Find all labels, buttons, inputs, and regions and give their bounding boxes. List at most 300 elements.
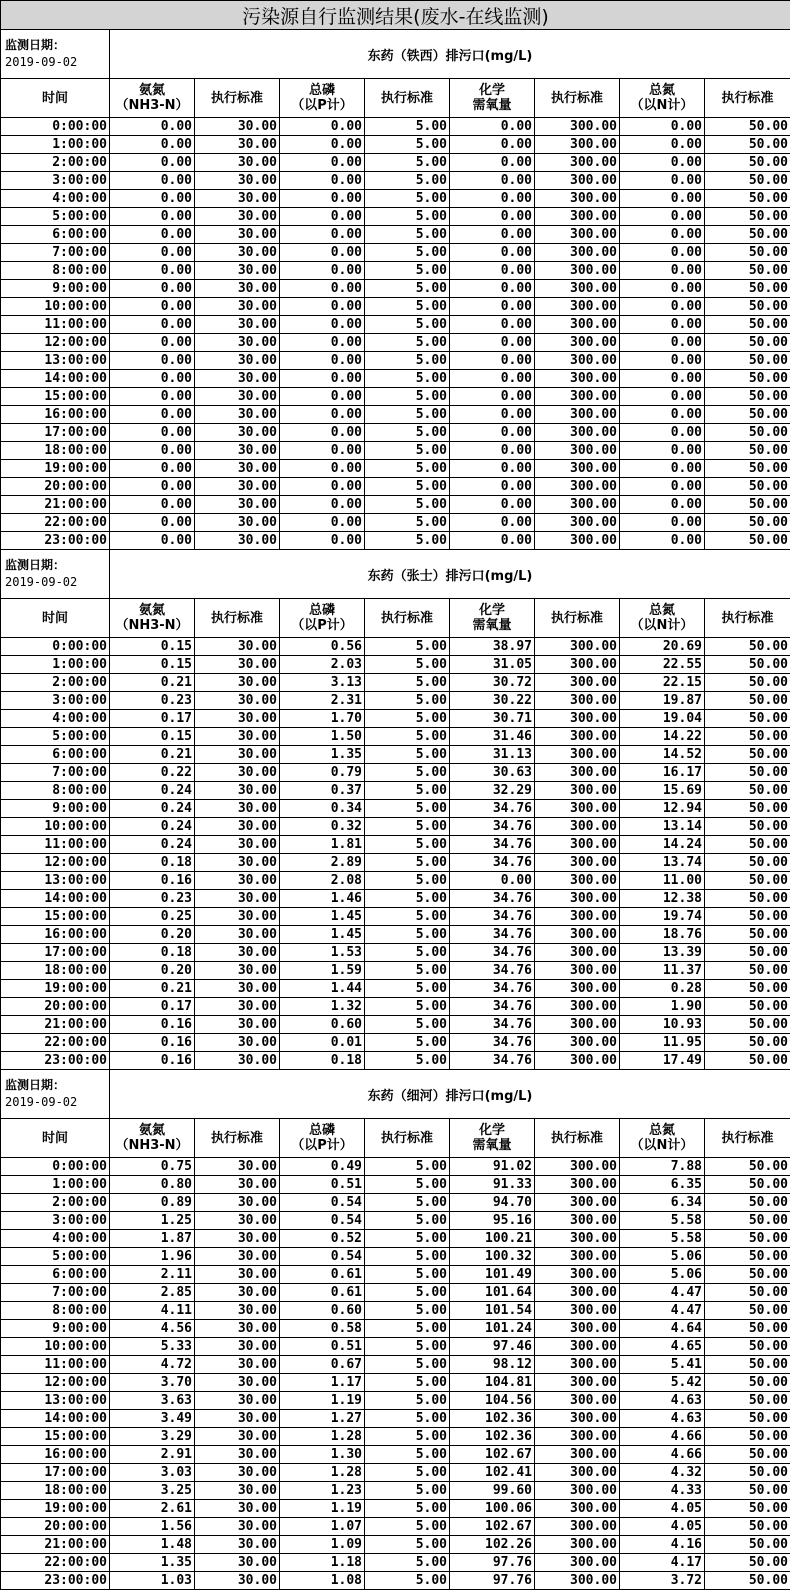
column-header [195,1119,280,1158]
value-cell: 0.00 [110,190,195,208]
time-cell: 10:00:00 [1,818,110,836]
time-cell: 9:00:00 [1,800,110,818]
table-row [1,1410,790,1428]
outlet-name: 东药（细河）排污口(mg/L) [110,1070,790,1119]
table-row [1,1158,790,1176]
value-cell: 5.00 [365,1284,450,1302]
value-cell: 34.76 [450,818,535,836]
column-header-line: （NH3-N） [110,98,194,113]
value-cell: 4.56 [110,1320,195,1338]
time-cell: 1:00:00 [1,136,110,154]
value-cell: 22.55 [620,656,705,674]
table-row [1,388,790,406]
value-cell: 101.64 [450,1284,535,1302]
monitoring-date-label: 监测日期： [5,557,109,574]
column-header-line: 执行标准 [195,91,279,106]
column-header-line: 总磷 [280,1123,364,1138]
value-cell: 0.52 [280,1230,365,1248]
time-cell: 5:00:00 [1,1248,110,1266]
value-cell: 0.00 [280,298,365,316]
value-cell: 30.00 [195,890,280,908]
table-row [1,190,790,208]
value-cell: 50.00 [705,460,790,478]
value-cell: 300.00 [535,980,620,998]
value-cell: 5.00 [365,944,450,962]
value-cell: 0.00 [110,478,195,496]
table-row [1,1034,790,1052]
value-cell: 1.44 [280,980,365,998]
time-cell: 18:00:00 [1,962,110,980]
time-cell: 11:00:00 [1,1356,110,1374]
value-cell: 300.00 [535,334,620,352]
value-cell: 30.00 [195,1428,280,1446]
value-cell: 34.76 [450,890,535,908]
value-cell: 0.60 [280,1016,365,1034]
value-cell: 0.00 [450,298,535,316]
column-header-line: 执行标准 [705,91,790,106]
value-cell: 300.00 [535,1212,620,1230]
value-cell: 0.00 [110,370,195,388]
time-cell: 3:00:00 [1,172,110,190]
value-cell: 1.32 [280,998,365,1016]
value-cell: 0.15 [110,656,195,674]
value-cell: 300.00 [535,962,620,980]
value-cell: 50.00 [705,442,790,460]
table-row [1,1572,790,1590]
value-cell: 97.76 [450,1572,535,1590]
value-cell: 91.02 [450,1158,535,1176]
column-header-line: 时间 [1,611,109,626]
value-cell: 0.15 [110,728,195,746]
value-cell: 5.00 [365,1338,450,1356]
value-cell: 30.72 [450,674,535,692]
table-row [1,926,790,944]
value-cell: 50.00 [705,190,790,208]
value-cell: 5.00 [365,800,450,818]
value-cell: 100.06 [450,1500,535,1518]
value-cell: 0.80 [110,1176,195,1194]
value-cell: 0.00 [110,514,195,532]
table-row [1,836,790,854]
value-cell: 0.21 [110,980,195,998]
value-cell: 30.71 [450,710,535,728]
value-cell: 50.00 [705,1266,790,1284]
value-cell: 5.00 [365,1212,450,1230]
value-cell: 0.00 [110,334,195,352]
value-cell: 0.00 [620,262,705,280]
value-cell: 300.00 [535,154,620,172]
value-cell: 3.03 [110,1464,195,1482]
column-header [450,1119,535,1158]
value-cell: 34.76 [450,908,535,926]
value-cell: 0.58 [280,1320,365,1338]
value-cell: 97.46 [450,1338,535,1356]
value-cell: 50.00 [705,478,790,496]
table-row [1,998,790,1016]
value-cell: 0.00 [620,370,705,388]
monitoring-date: 2019-09-02 [5,574,109,591]
value-cell: 30.00 [195,442,280,460]
value-cell: 50.00 [705,764,790,782]
table-row [1,1302,790,1320]
value-cell: 300.00 [535,172,620,190]
table-row [1,746,790,764]
value-cell: 30.00 [195,782,280,800]
value-cell: 34.76 [450,980,535,998]
value-cell: 300.00 [535,782,620,800]
value-cell: 5.00 [365,1034,450,1052]
table-row [1,1052,790,1070]
value-cell: 1.46 [280,890,365,908]
value-cell: 5.00 [365,1572,450,1590]
value-cell: 50.00 [705,1158,790,1176]
value-cell: 50.00 [705,118,790,136]
value-cell: 300.00 [535,728,620,746]
value-cell: 300.00 [535,1554,620,1572]
value-cell: 1.23 [280,1482,365,1500]
value-cell: 30.00 [195,1016,280,1034]
value-cell: 0.00 [280,370,365,388]
value-cell: 30.00 [195,1194,280,1212]
value-cell: 19.87 [620,692,705,710]
value-cell: 0.00 [110,244,195,262]
value-cell: 0.00 [110,460,195,478]
value-cell: 0.00 [450,872,535,890]
monitoring-date-cell [1,550,110,599]
monitoring-date-cell [1,30,110,79]
value-cell: 1.28 [280,1464,365,1482]
value-cell: 30.00 [195,1410,280,1428]
value-cell: 1.25 [110,1212,195,1230]
table-row [1,460,790,478]
value-cell: 300.00 [535,532,620,550]
value-cell: 0.00 [620,334,705,352]
value-cell: 0.00 [280,190,365,208]
value-cell: 50.00 [705,1034,790,1052]
value-cell: 300.00 [535,316,620,334]
table-row [1,172,790,190]
value-cell: 101.49 [450,1266,535,1284]
time-cell: 18:00:00 [1,1482,110,1500]
table-row [1,944,790,962]
value-cell: 50.00 [705,1500,790,1518]
table-row [1,764,790,782]
value-cell: 0.28 [620,980,705,998]
value-cell: 30.00 [195,1500,280,1518]
value-cell: 0.00 [450,262,535,280]
value-cell: 100.32 [450,1248,535,1266]
value-cell: 300.00 [535,710,620,728]
value-cell: 30.00 [195,908,280,926]
column-header [450,79,535,118]
value-cell: 50.00 [705,998,790,1016]
value-cell: 300.00 [535,244,620,262]
value-cell: 5.00 [365,352,450,370]
value-cell: 5.00 [365,1052,450,1070]
value-cell: 0.00 [280,118,365,136]
time-cell: 0:00:00 [1,1158,110,1176]
value-cell: 30.00 [195,1302,280,1320]
value-cell: 30.00 [195,692,280,710]
value-cell: 300.00 [535,424,620,442]
value-cell: 5.00 [365,1500,450,1518]
column-header-row [1,599,790,638]
value-cell: 30.00 [195,1212,280,1230]
value-cell: 14.22 [620,728,705,746]
value-cell: 4.05 [620,1500,705,1518]
value-cell: 0.00 [450,406,535,424]
outlet-name: 东药（铁西）排污口(mg/L) [110,30,790,79]
value-cell: 300.00 [535,1158,620,1176]
value-cell: 1.28 [280,1428,365,1446]
value-cell: 0.00 [110,136,195,154]
time-cell: 17:00:00 [1,944,110,962]
value-cell: 30.00 [195,1374,280,1392]
value-cell: 30.00 [195,514,280,532]
title-row [1,1,790,30]
value-cell: 50.00 [705,1518,790,1536]
column-header-line: 需氧量 [450,98,534,113]
table-row [1,1464,790,1482]
value-cell: 300.00 [535,226,620,244]
value-cell: 0.00 [280,280,365,298]
column-header-line: 氨氮 [110,603,194,618]
time-cell: 16:00:00 [1,926,110,944]
value-cell: 50.00 [705,136,790,154]
value-cell: 30.00 [195,1320,280,1338]
table-body [1,1,790,1590]
value-cell: 1.81 [280,836,365,854]
time-cell: 17:00:00 [1,424,110,442]
value-cell: 0.67 [280,1356,365,1374]
value-cell: 5.00 [365,1320,450,1338]
value-cell: 30.00 [195,424,280,442]
column-header [705,599,790,638]
value-cell: 0.00 [620,136,705,154]
value-cell: 5.00 [365,1230,450,1248]
time-cell: 12:00:00 [1,1374,110,1392]
table-row [1,962,790,980]
value-cell: 19.04 [620,710,705,728]
value-cell: 0.24 [110,782,195,800]
value-cell: 0.00 [280,136,365,154]
value-cell: 50.00 [705,710,790,728]
value-cell: 0.00 [450,208,535,226]
value-cell: 50.00 [705,388,790,406]
column-header-line: （以P计） [280,618,364,633]
value-cell: 0.00 [280,478,365,496]
value-cell: 50.00 [705,1410,790,1428]
table-row [1,280,790,298]
value-cell: 30.00 [195,1482,280,1500]
value-cell: 34.76 [450,962,535,980]
value-cell: 30.00 [195,352,280,370]
value-cell: 0.00 [450,388,535,406]
time-cell: 12:00:00 [1,854,110,872]
value-cell: 102.36 [450,1428,535,1446]
column-header-line: 总氮 [620,603,704,618]
value-cell: 101.24 [450,1320,535,1338]
value-cell: 5.00 [365,1554,450,1572]
value-cell: 1.87 [110,1230,195,1248]
value-cell: 0.16 [110,1034,195,1052]
column-header-line: （以P计） [280,98,364,113]
column-header-line: （以P计） [280,1138,364,1153]
value-cell: 0.00 [110,226,195,244]
time-cell: 9:00:00 [1,1320,110,1338]
value-cell: 0.00 [110,496,195,514]
value-cell: 4.33 [620,1482,705,1500]
value-cell: 50.00 [705,674,790,692]
value-cell: 0.00 [280,514,365,532]
value-cell: 11.95 [620,1034,705,1052]
value-cell: 5.00 [365,1518,450,1536]
time-cell: 22:00:00 [1,514,110,532]
column-header [365,79,450,118]
value-cell: 0.16 [110,872,195,890]
value-cell: 0.00 [450,532,535,550]
time-cell: 4:00:00 [1,710,110,728]
value-cell: 0.00 [450,316,535,334]
value-cell: 34.76 [450,998,535,1016]
time-cell: 21:00:00 [1,1536,110,1554]
value-cell: 3.49 [110,1410,195,1428]
value-cell: 1.30 [280,1446,365,1464]
value-cell: 0.00 [620,298,705,316]
value-cell: 0.00 [110,316,195,334]
value-cell: 0.00 [280,532,365,550]
column-header-line: （以N计） [620,98,704,113]
value-cell: 0.17 [110,998,195,1016]
value-cell: 0.20 [110,962,195,980]
value-cell: 30.00 [195,1034,280,1052]
value-cell: 5.00 [365,764,450,782]
column-header [450,599,535,638]
column-header-line: 化学 [450,1123,534,1138]
value-cell: 0.00 [620,190,705,208]
value-cell: 300.00 [535,872,620,890]
value-cell: 0.22 [110,764,195,782]
value-cell: 50.00 [705,944,790,962]
value-cell: 104.56 [450,1392,535,1410]
value-cell: 5.58 [620,1212,705,1230]
value-cell: 2.11 [110,1266,195,1284]
value-cell: 50.00 [705,1428,790,1446]
value-cell: 300.00 [535,1302,620,1320]
column-header-line: （NH3-N） [110,618,194,633]
value-cell: 30.00 [195,728,280,746]
value-cell: 32.29 [450,782,535,800]
value-cell: 5.00 [365,656,450,674]
monitoring-date: 2019-09-02 [5,54,109,71]
value-cell: 0.00 [280,460,365,478]
table-row [1,1176,790,1194]
time-cell: 3:00:00 [1,1212,110,1230]
value-cell: 99.60 [450,1482,535,1500]
value-cell: 3.72 [620,1572,705,1590]
value-cell: 0.00 [450,424,535,442]
value-cell: 1.27 [280,1410,365,1428]
table-row [1,1284,790,1302]
column-header [620,79,705,118]
value-cell: 5.00 [365,728,450,746]
value-cell: 34.76 [450,854,535,872]
value-cell: 34.76 [450,1052,535,1070]
value-cell: 5.00 [365,1158,450,1176]
value-cell: 30.00 [195,1356,280,1374]
value-cell: 1.56 [110,1518,195,1536]
value-cell: 0.00 [450,118,535,136]
value-cell: 0.23 [110,692,195,710]
value-cell: 5.33 [110,1338,195,1356]
value-cell: 300.00 [535,1034,620,1052]
value-cell: 4.05 [620,1518,705,1536]
time-cell: 15:00:00 [1,908,110,926]
value-cell: 5.00 [365,908,450,926]
value-cell: 0.00 [280,226,365,244]
value-cell: 300.00 [535,1464,620,1482]
value-cell: 0.00 [450,442,535,460]
value-cell: 1.09 [280,1536,365,1554]
column-header [705,1119,790,1158]
value-cell: 5.00 [365,262,450,280]
time-cell: 19:00:00 [1,980,110,998]
value-cell: 50.00 [705,352,790,370]
value-cell: 5.00 [365,1536,450,1554]
table-row [1,118,790,136]
value-cell: 50.00 [705,370,790,388]
value-cell: 300.00 [535,298,620,316]
value-cell: 0.00 [110,118,195,136]
value-cell: 300.00 [535,460,620,478]
table-row [1,424,790,442]
value-cell: 0.32 [280,818,365,836]
column-header-line: 执行标准 [195,1131,279,1146]
value-cell: 0.00 [280,496,365,514]
section-header-row [1,550,790,599]
value-cell: 0.00 [450,352,535,370]
value-cell: 50.00 [705,1302,790,1320]
value-cell: 94.70 [450,1194,535,1212]
column-header-line: 执行标准 [195,611,279,626]
time-cell: 23:00:00 [1,532,110,550]
value-cell: 1.35 [110,1554,195,1572]
time-cell: 5:00:00 [1,208,110,226]
time-cell: 4:00:00 [1,1230,110,1248]
value-cell: 300.00 [535,514,620,532]
column-header-line: 执行标准 [365,91,449,106]
time-cell: 22:00:00 [1,1034,110,1052]
value-cell: 5.00 [365,424,450,442]
value-cell: 0.01 [280,1034,365,1052]
column-header [1,599,110,638]
value-cell: 300.00 [535,944,620,962]
value-cell: 0.00 [620,172,705,190]
value-cell: 30.00 [195,1248,280,1266]
time-cell: 14:00:00 [1,370,110,388]
value-cell: 13.39 [620,944,705,962]
value-cell: 300.00 [535,818,620,836]
value-cell: 300.00 [535,656,620,674]
value-cell: 50.00 [705,298,790,316]
value-cell: 100.21 [450,1230,535,1248]
value-cell: 95.16 [450,1212,535,1230]
value-cell: 300.00 [535,1266,620,1284]
time-cell: 22:00:00 [1,1554,110,1572]
value-cell: 1.19 [280,1392,365,1410]
table-row [1,154,790,172]
value-cell: 34.76 [450,800,535,818]
